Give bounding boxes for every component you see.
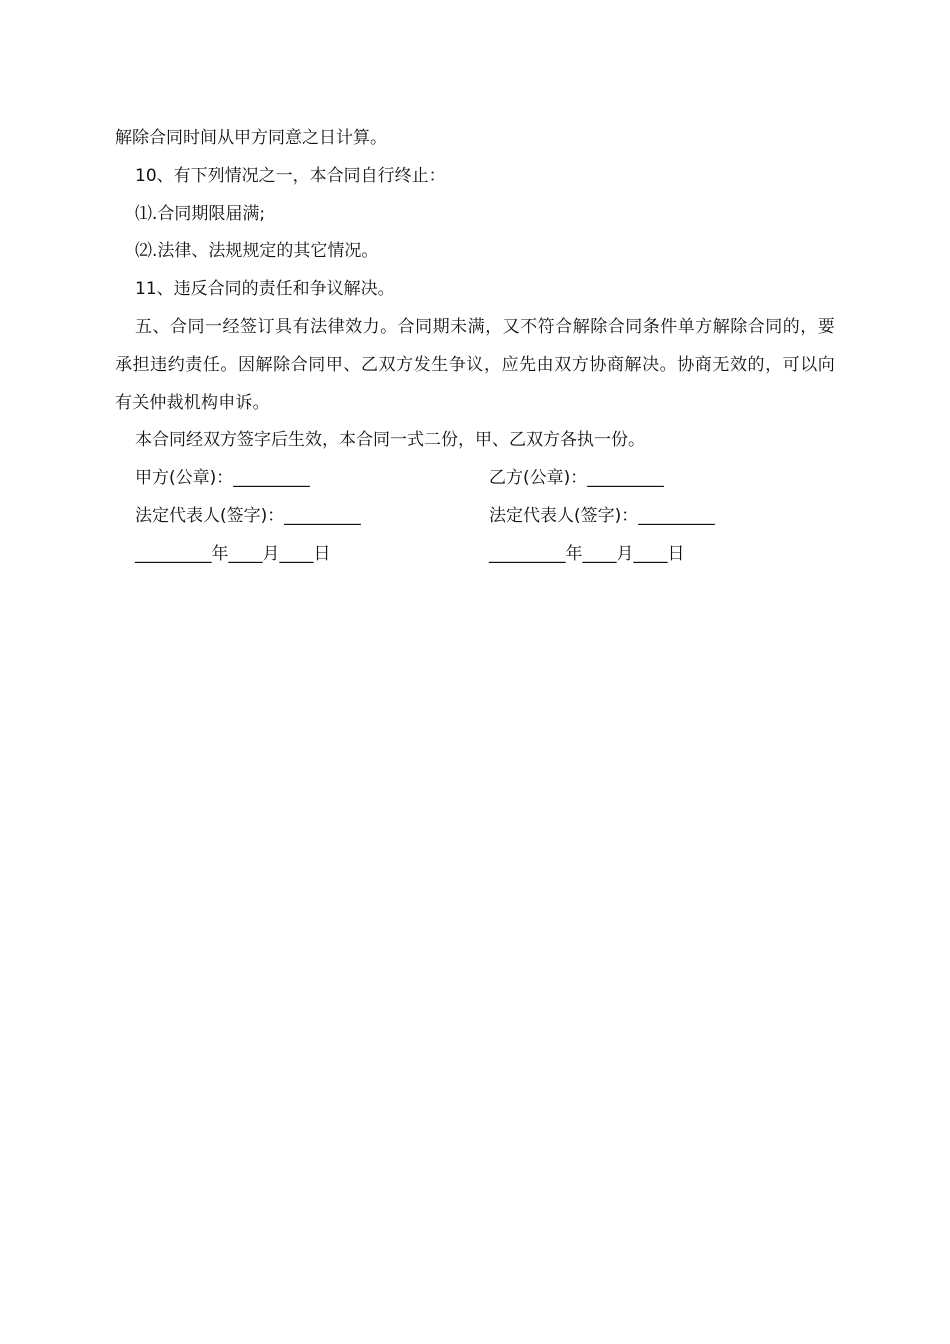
signature-row-seal: [115, 460, 835, 498]
document-body: [115, 120, 835, 574]
signature-row-representative: [115, 498, 835, 536]
party-b-date-field: _________年____月____日: [489, 543, 685, 564]
party-b-representative-field: 法定代表人(签字)：_________: [489, 505, 715, 526]
party-b-seal-field: 乙方(公章)：_________: [489, 468, 664, 489]
party-a-date-field: _________年____月____日: [135, 543, 331, 564]
party-a-seal-field: 甲方(公章)：_________: [135, 468, 310, 489]
party-a-representative-field: 法定代表人(签字)：_________: [135, 505, 361, 526]
clause-10-item-2: ⑵.法律、法规规定的其它情况。: [135, 241, 379, 262]
clause-10-heading: 10、有下列情况之一，本合同自行终止：: [135, 165, 446, 186]
effectiveness-paragraph: 本合同经双方签字后生效，本合同一式二份，甲、乙双方各执一份。: [135, 430, 645, 451]
clause-11-heading: 11、违反合同的责任和争议解决。: [135, 279, 395, 300]
signature-row-date: [115, 536, 835, 574]
section-five-paragraph: 五、合同一经签订具有法律效力。合同期未满，又不符合解除合同条件单方解除合同的，要承担违约责任。因解除合同甲、乙双方发生争议，应先由双方协商解决。协商无效的，可以向有关仲裁机构申诉。: [115, 316, 835, 413]
termination-time-line: 解除合同时间从甲方同意之日计算。: [115, 128, 387, 148]
clause-10-item-1: ⑴.合同期限届满;: [135, 203, 266, 224]
